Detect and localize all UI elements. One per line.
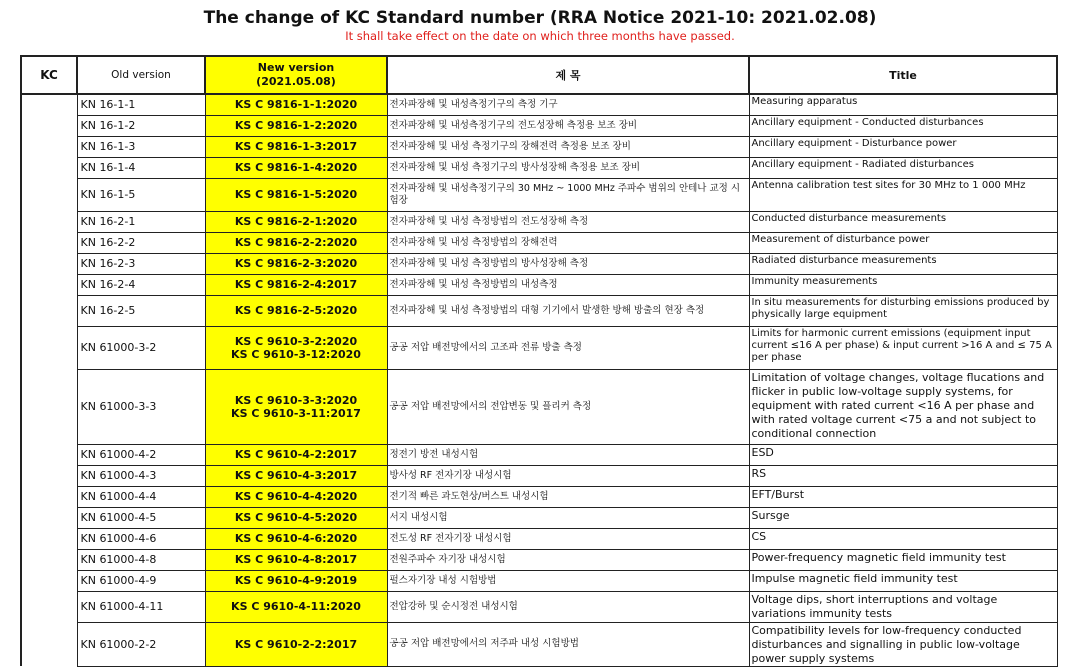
new-version-cell: [205, 136, 387, 157]
table-row: [21, 274, 1057, 295]
kc-cell: [21, 326, 77, 369]
old-version-cell: KN 61000-3-2: [77, 326, 205, 369]
old-version-cell: KN 16-1-4: [77, 157, 205, 178]
kc-cell: [21, 232, 77, 253]
kc-cell: [21, 591, 77, 622]
table-row: [21, 444, 1057, 465]
kc-cell: [21, 622, 77, 666]
new-version-date: (2021.05.08): [256, 75, 336, 88]
new-standard-number: KS C 9610-4-5:2020: [234, 511, 358, 524]
kc-cell: [21, 253, 77, 274]
korean-title-cell: 전자파장해 및 내성 측정방법의 방사성장해 측정: [387, 253, 749, 274]
new-version-cell: [205, 486, 387, 507]
korean-title-cell: 전자파장해 및 내성 측정방법의 전도성장해 측정: [387, 211, 749, 232]
kc-cell: [21, 136, 77, 157]
english-title-cell: Impulse magnetic field immunity test: [749, 570, 1057, 591]
korean-title-cell: 전자파장해 및 내성 측정방법의 대형 기기에서 발생한 방해 방출의 현장 측정: [387, 295, 749, 326]
new-version-cell: [205, 211, 387, 232]
new-standard-number: KS C 9610-4-3:2017: [234, 469, 358, 482]
new-standard-number: KS C 9816-1-3:2017: [234, 140, 358, 153]
new-version-cell: [205, 591, 387, 622]
english-title-cell: Radiated disturbance measurements: [749, 253, 1057, 274]
new-standard-number: KS C 9610-4-6:2020: [234, 532, 358, 545]
old-version-cell: KN 16-1-2: [77, 115, 205, 136]
kc-cell: [21, 465, 77, 486]
kc-cell: [21, 115, 77, 136]
new-standard-number: KS C 9816-1-5:2020: [234, 188, 358, 201]
new-standard-number: KS C 9610-3-3:2020: [234, 393, 358, 407]
english-title-cell: Ancillary equipment - Conducted disturbances: [749, 115, 1057, 136]
korean-title-cell: 전자파장해 및 내성 측정기구의 장해전력 측정용 보조 장비: [387, 136, 749, 157]
kc-cell: [21, 178, 77, 211]
old-version-cell: KN 16-2-1: [77, 211, 205, 232]
old-version-cell: KN 61000-4-2: [77, 444, 205, 465]
old-version-cell: KN 61000-4-8: [77, 549, 205, 570]
new-version-cell: [205, 94, 387, 115]
new-standard-number: KS C 9610-3-12:2020: [231, 347, 361, 361]
kc-cell: [21, 528, 77, 549]
english-title-cell: Measuring apparatus: [749, 94, 1057, 115]
new-standard-number: KS C 9816-1-4:2020: [234, 161, 358, 174]
english-title-cell: Voltage dips, short interruptions and voltage variations immunity tests: [749, 591, 1057, 622]
english-title-cell: Ancillary equipment - Radiated disturbances: [749, 157, 1057, 178]
korean-title-cell: 공공 저압 배전망에서의 전압변동 및 플리커 측정: [387, 369, 749, 444]
table-row: [21, 253, 1057, 274]
old-version-cell: KN 16-2-5: [77, 295, 205, 326]
korean-title-cell: 전자파장해 및 내성 측정기구의 방사성장해 측정용 보조 장비: [387, 157, 749, 178]
korean-title-cell: 공공 저압 배전망에서의 고조파 전류 방출 측정: [387, 326, 749, 369]
english-title-cell: Measurement of disturbance power: [749, 232, 1057, 253]
old-version-cell: KN 61000-4-4: [77, 486, 205, 507]
new-standard-number: KS C 9610-4-2:2017: [234, 448, 358, 461]
table-row: [21, 295, 1057, 326]
new-version-cell: [205, 295, 387, 326]
old-version-cell: KN 61000-4-11: [77, 591, 205, 622]
table-row: [21, 136, 1057, 157]
new-standard-number: KS C 9816-2-2:2020: [234, 236, 358, 249]
table-row: [21, 507, 1057, 528]
kc-cell: [21, 157, 77, 178]
english-title-cell: EFT/Burst: [749, 486, 1057, 507]
column-header-kc: KC: [21, 56, 77, 94]
new-version-cell: [205, 115, 387, 136]
old-version-cell: KN 61000-4-3: [77, 465, 205, 486]
new-version-cell: [205, 622, 387, 666]
new-version-cell: [205, 528, 387, 549]
table-row: [21, 570, 1057, 591]
korean-title-cell: 서지 내성시험: [387, 507, 749, 528]
korean-title-cell: 공공 저압 배전망에서의 저주파 내성 시험방법: [387, 622, 749, 666]
kc-standard-table: [20, 55, 1058, 667]
effective-date-note: It shall take effect on the date on which three months have passed.: [345, 29, 735, 43]
table-row: [21, 326, 1057, 369]
korean-title-cell: 전기적 빠른 과도현상/버스트 내성시험: [387, 486, 749, 507]
table-row: [21, 591, 1057, 622]
english-title-cell: Ancillary equipment - Disturbance power: [749, 136, 1057, 157]
english-title-cell: Power-frequency magnetic field immunity test: [749, 549, 1057, 570]
new-version-cell: [205, 465, 387, 486]
table-row: [21, 528, 1057, 549]
english-title-cell: CS: [749, 528, 1057, 549]
new-standard-number: KS C 9816-2-1:2020: [234, 215, 358, 228]
old-version-cell: KN 16-2-2: [77, 232, 205, 253]
old-version-cell: KN 16-1-3: [77, 136, 205, 157]
korean-title-cell: 전자파장해 및 내성측정기구의 측정 기구: [387, 94, 749, 115]
new-version-cell: [205, 232, 387, 253]
new-version-cell: [205, 444, 387, 465]
old-version-cell: KN 61000-3-3: [77, 369, 205, 444]
english-title-cell: Compatibility levels for low-frequency conducted disturbances and signalling in public low-voltage power supply systems: [749, 622, 1057, 666]
new-version-cell: [205, 157, 387, 178]
korean-title-cell: 전자파장해 및 내성 측정방법의 장해전력: [387, 232, 749, 253]
table-row: [21, 178, 1057, 211]
kc-cell: [21, 507, 77, 528]
kc-cell: [21, 570, 77, 591]
new-version-cell: [205, 178, 387, 211]
new-standard-number: KS C 9610-2-2:2017: [234, 637, 358, 651]
table-row: [21, 622, 1057, 666]
new-standard-number: KS C 9610-4-8:2017: [234, 553, 358, 566]
kc-cell: [21, 369, 77, 444]
new-version-cell: [205, 570, 387, 591]
new-standard-number: KS C 9610-3-11:2017: [231, 406, 361, 420]
korean-title-cell: 방사성 RF 전자기장 내성시험: [387, 465, 749, 486]
page-title: The change of KC Standard number (RRA Notice 2021-10: 2021.02.08): [203, 8, 877, 28]
column-header-old-version: Old version: [77, 56, 205, 94]
old-version-cell: KN 61000-2-2: [77, 622, 205, 666]
table-header-row: [21, 56, 1057, 94]
table-row: [21, 211, 1057, 232]
new-standard-number: KS C 9610-4-4:2020: [234, 490, 358, 503]
column-header-korean-title: 제 목: [387, 56, 749, 94]
korean-title-cell: 펄스자기장 내성 시험방법: [387, 570, 749, 591]
table-row: [21, 549, 1057, 570]
korean-title-cell: 전압강하 및 순시정전 내성시험: [387, 591, 749, 622]
column-header-new-version: [205, 56, 387, 94]
kc-cell: [21, 94, 77, 115]
table-row: [21, 369, 1057, 444]
new-version-cell: [205, 274, 387, 295]
new-version-label: New version: [257, 61, 335, 74]
new-standard-number: KS C 9816-2-5:2020: [234, 304, 358, 317]
korean-title-cell: 전자파장해 및 내성측정기구의 30 MHz ~ 1000 MHz 주파수 범위의 안테나 교정 시험장: [387, 178, 749, 211]
kc-cell: [21, 211, 77, 232]
old-version-cell: KN 16-2-4: [77, 274, 205, 295]
column-header-title: Title: [749, 56, 1057, 94]
new-standard-number: KS C 9816-1-2:2020: [234, 119, 358, 132]
kc-cell: [21, 549, 77, 570]
old-version-cell: KN 61000-4-5: [77, 507, 205, 528]
old-version-cell: KN 16-1-1: [77, 94, 205, 115]
new-standard-number: KS C 9816-2-3:2020: [234, 257, 358, 270]
kc-cell: [21, 274, 77, 295]
old-version-cell: KN 16-2-3: [77, 253, 205, 274]
english-title-cell: ESD: [749, 444, 1057, 465]
table-row: [21, 94, 1057, 115]
new-standard-number: KS C 9816-2-4:2017: [234, 278, 358, 291]
kc-cell: [21, 295, 77, 326]
table-row: [21, 465, 1057, 486]
old-version-cell: KN 16-1-5: [77, 178, 205, 211]
new-version-cell: [205, 253, 387, 274]
new-standard-number: KS C 9610-3-2:2020: [234, 334, 358, 348]
table-row: [21, 486, 1057, 507]
english-title-cell: Immunity measurements: [749, 274, 1057, 295]
new-version-cell: [205, 549, 387, 570]
english-title-cell: Conducted disturbance measurements: [749, 211, 1057, 232]
table-row: [21, 115, 1057, 136]
english-title-cell: RS: [749, 465, 1057, 486]
korean-title-cell: 전도성 RF 전자기장 내성시험: [387, 528, 749, 549]
old-version-cell: KN 61000-4-9: [77, 570, 205, 591]
new-version-cell: [205, 326, 387, 369]
table-body: [21, 94, 1057, 666]
new-version-cell: [205, 369, 387, 444]
english-title-cell: In situ measurements for disturbing emissions produced by physically large equipment: [749, 295, 1057, 326]
english-title-cell: Limitation of voltage changes, voltage flucations and flicker in public low-voltage supply systems, for equipment with rated current <16 A per phase and with rated voltage current <75 a and not subject to conditional connection: [749, 369, 1057, 444]
new-standard-number: KS C 9610-4-11:2020: [231, 600, 361, 613]
new-standard-number: KS C 9816-1-1:2020: [234, 98, 358, 112]
table-row: [21, 232, 1057, 253]
kc-cell: [21, 486, 77, 507]
old-version-cell: KN 61000-4-6: [77, 528, 205, 549]
kc-cell: [21, 444, 77, 465]
korean-title-cell: 전자파장해 및 내성 측정방법의 내성측정: [387, 274, 749, 295]
english-title-cell: Antenna calibration test sites for 30 MHz to 1 000 MHz: [749, 178, 1057, 211]
english-title-cell: Sursge: [749, 507, 1057, 528]
table-row: [21, 157, 1057, 178]
new-standard-number: KS C 9610-4-9:2019: [234, 574, 358, 587]
english-title-cell: Limits for harmonic current emissions (equipment input current ≤16 A per phase) & input current >16 A and ≤ 75 A per phase: [749, 326, 1057, 369]
korean-title-cell: 전자파장해 및 내성측정기구의 전도성장해 측정용 보조 장비: [387, 115, 749, 136]
korean-title-cell: 전원주파수 자기장 내성시험: [387, 549, 749, 570]
korean-title-cell: 정전기 방전 내성시험: [387, 444, 749, 465]
new-version-cell: [205, 507, 387, 528]
